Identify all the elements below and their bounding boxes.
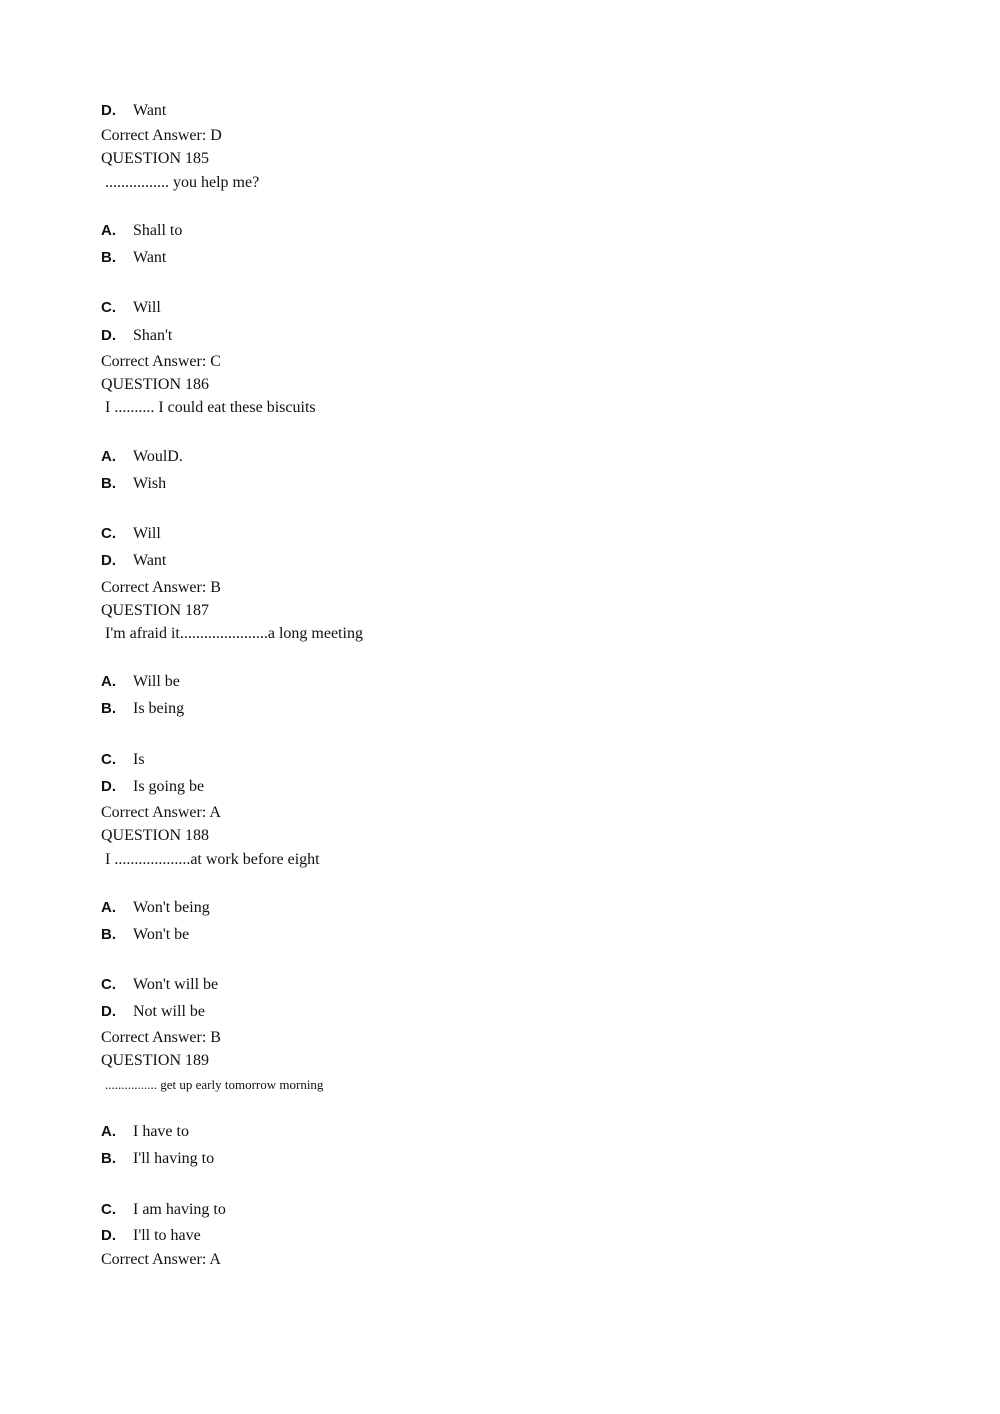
option-text: Will be bbox=[133, 673, 180, 690]
option-letter: C. bbox=[101, 525, 116, 542]
option-letter: B. bbox=[101, 249, 116, 266]
option-row bbox=[101, 1002, 205, 1022]
option-text: Won't will be bbox=[133, 976, 219, 993]
question-number: QUESTION 186 bbox=[101, 376, 209, 393]
option-text: I'll having to bbox=[133, 1150, 215, 1167]
option-text: Shall to bbox=[133, 222, 183, 239]
option-text: Won't being bbox=[133, 899, 210, 916]
option-row bbox=[101, 898, 210, 918]
option-letter: C. bbox=[101, 751, 116, 768]
option-letter: D. bbox=[101, 552, 116, 569]
option-row bbox=[101, 221, 182, 241]
option-text: Is bbox=[133, 751, 145, 768]
option-letter: A. bbox=[101, 673, 116, 690]
option-row bbox=[101, 326, 172, 346]
correct-answer: Correct Answer: D bbox=[101, 127, 222, 144]
option-row bbox=[101, 925, 189, 945]
option-row bbox=[101, 474, 166, 494]
option-text: Not will be bbox=[133, 1003, 205, 1020]
option-letter: D. bbox=[101, 327, 116, 344]
option-letter: C. bbox=[101, 976, 116, 993]
option-letter: B. bbox=[101, 700, 116, 717]
option-text: I'll to have bbox=[133, 1227, 201, 1244]
option-text: Want bbox=[133, 552, 167, 569]
option-letter: B. bbox=[101, 475, 116, 492]
option-letter: D. bbox=[101, 1227, 116, 1244]
option-row bbox=[101, 777, 204, 797]
correct-answer: Correct Answer: B bbox=[101, 1029, 221, 1046]
option-letter: A. bbox=[101, 1123, 116, 1140]
option-row bbox=[101, 248, 166, 268]
option-text: I have to bbox=[133, 1123, 189, 1140]
option-text: I am having to bbox=[133, 1201, 226, 1218]
option-letter: A. bbox=[101, 899, 116, 916]
option-row bbox=[101, 447, 183, 467]
correct-answer: Correct Answer: C bbox=[101, 353, 221, 370]
option-text: Is being bbox=[133, 700, 185, 717]
option-text: Will bbox=[133, 525, 161, 542]
correct-answer: Correct Answer: A bbox=[101, 1251, 221, 1268]
option-letter: D. bbox=[101, 1003, 116, 1020]
option-row bbox=[101, 975, 218, 995]
correct-answer: Correct Answer: A bbox=[101, 804, 221, 821]
question-prompt: ................ you help me? bbox=[105, 174, 260, 191]
option-text: Want bbox=[133, 102, 167, 119]
correct-answer: Correct Answer: B bbox=[101, 579, 221, 596]
option-letter: C. bbox=[101, 1201, 116, 1218]
option-text: WoulD. bbox=[133, 448, 183, 465]
question-prompt: I .......... I could eat these biscuits bbox=[105, 399, 316, 416]
option-row bbox=[101, 524, 161, 544]
option-letter: C. bbox=[101, 299, 116, 316]
option-letter: A. bbox=[101, 448, 116, 465]
option-text: Wish bbox=[133, 475, 167, 492]
question-prompt: I'm afraid it......................a long meeting bbox=[105, 625, 363, 642]
question-number: QUESTION 187 bbox=[101, 602, 209, 619]
question-prompt: ................ get up early tomorrow morning bbox=[105, 1077, 324, 1092]
question-number: QUESTION 189 bbox=[101, 1052, 209, 1069]
option-row bbox=[101, 699, 184, 719]
option-row bbox=[101, 101, 166, 121]
option-row bbox=[101, 1149, 214, 1169]
option-row bbox=[101, 750, 145, 770]
option-text: Will bbox=[133, 299, 161, 316]
option-row bbox=[101, 298, 161, 318]
option-row bbox=[101, 551, 166, 571]
option-row bbox=[101, 672, 180, 692]
option-row bbox=[101, 1200, 226, 1220]
option-text: Shan't bbox=[133, 327, 173, 344]
option-letter: D. bbox=[101, 778, 116, 795]
option-letter: B. bbox=[101, 926, 116, 943]
option-row bbox=[101, 1122, 189, 1142]
option-letter: D. bbox=[101, 102, 116, 119]
option-text: Want bbox=[133, 249, 167, 266]
option-text: Is going be bbox=[133, 778, 205, 795]
option-row bbox=[101, 1226, 201, 1246]
option-letter: A. bbox=[101, 222, 116, 239]
question-number: QUESTION 185 bbox=[101, 150, 209, 167]
question-number: QUESTION 188 bbox=[101, 827, 209, 844]
option-text: Won't be bbox=[133, 926, 190, 943]
question-prompt: I ...................at work before eight bbox=[105, 851, 320, 868]
option-letter: B. bbox=[101, 1150, 116, 1167]
